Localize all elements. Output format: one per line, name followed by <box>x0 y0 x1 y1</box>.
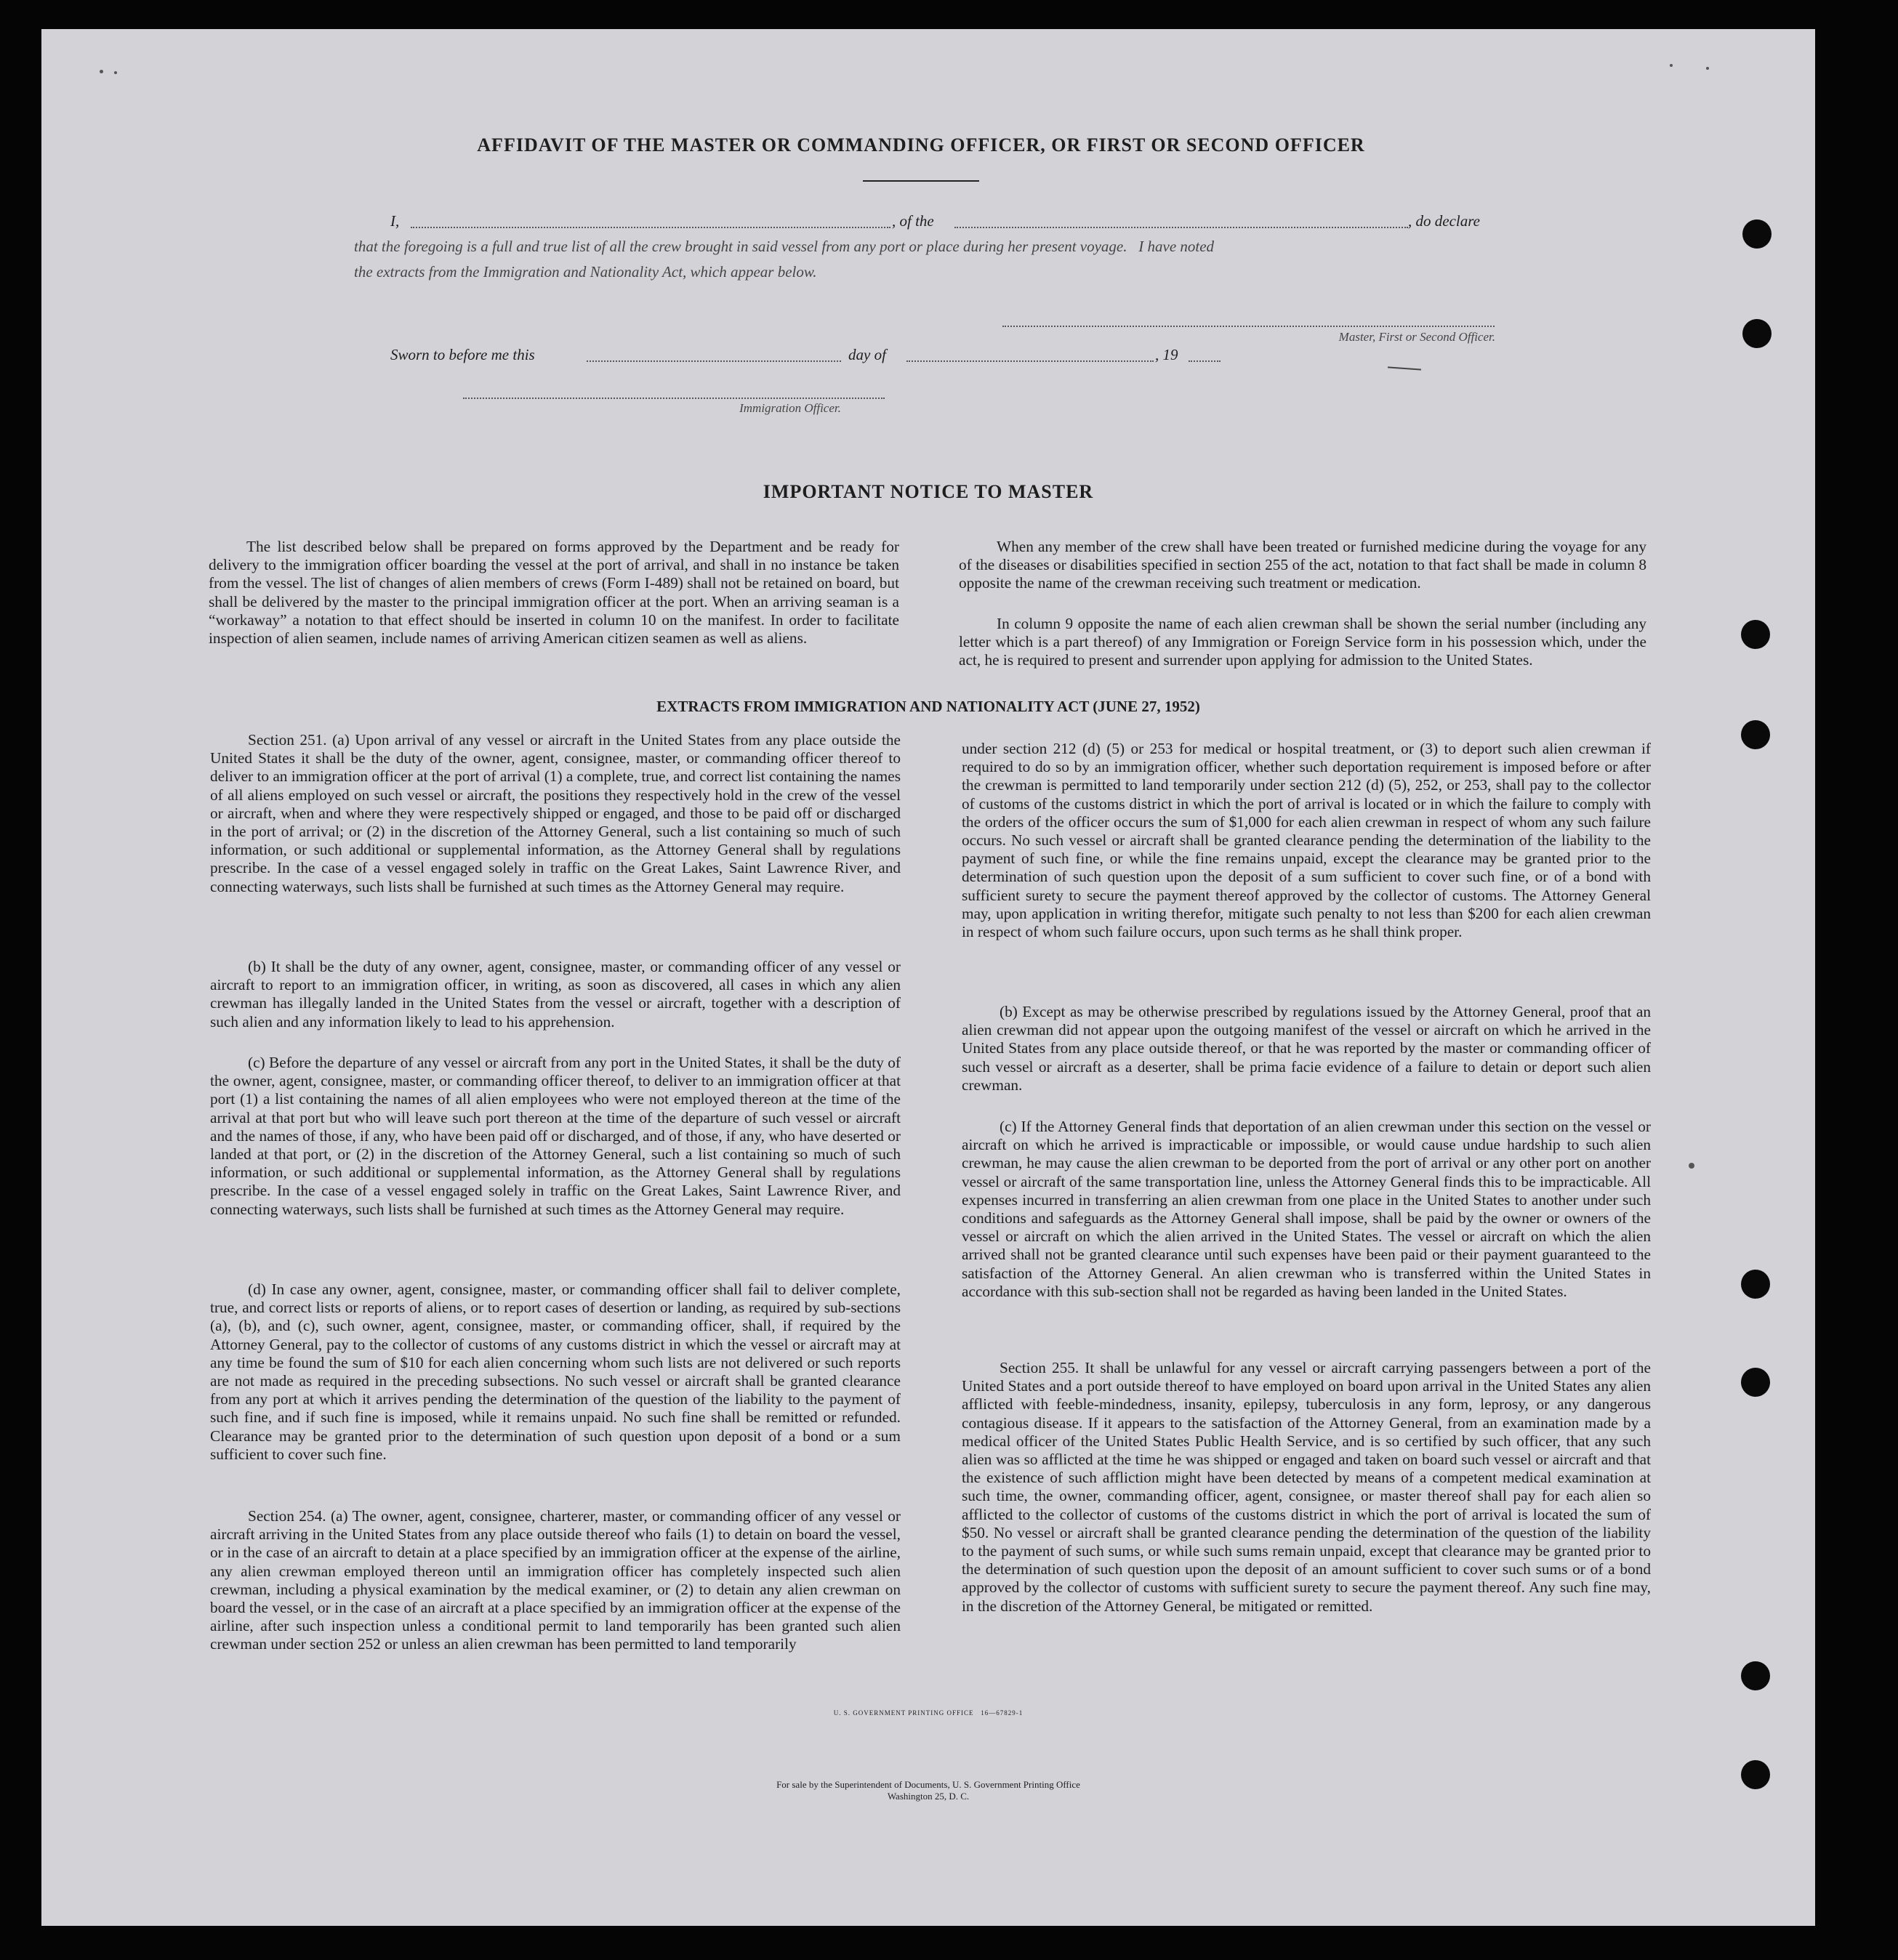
left-section-254a: Section 254. (a) The owner, agent, consignee, charterer, master, or commanding officer of any vessel or aircraft arriving in the United States from any place outside thereof who fails (1) to detain on board the vessel, or in the case of an aircraft to detain at a place specified by an immigration officer at the expense of the airline, any alien crewman employed thereon until an immigration officer has completely inspected such alien crewman, including a physical examination by the medical examiner, or (2) to detain any alien crewman on board the vessel, or in the case of an aircraft at a place specified by an immigration officer at the expense of the airline, after such inspection unless a conditional permit to land temporarily has been granted such alien crewman under section 252 or unless an alien crewman has been permitted to land temporarily <box>210 1507 901 1653</box>
punch-hole <box>1741 1270 1770 1299</box>
left-section-251c: (c) Before the departure of any vessel or aircraft from any port in the United States, it shall be the duty of the owner, agent, consignee, master, or commanding officer thereof, to deliver to an immigration officer at that port (1) a list containing the names of all alien employees who were not employed thereon at the time of the arrival at that port but who will leave such port thereon at the time of the departure of such vessel or aircraft and the names of those, if any, who have been paid off or discharged, and of those, if any, who have deserted or landed at that port, or (2) in the discretion of the Attorney General, such a list containing so much of such information, or such additional or supplemental information, as the Attorney General shall by regulations prescribe. In the case of a vessel engaged solely in traffic on the Great Lakes, Saint Lawrence River, and connecting waterways, such lists shall be furnished at such times as the Attorney General may require. <box>210 1054 901 1218</box>
affidavit-do-declare-label: , do declare <box>1408 212 1480 230</box>
punch-hole <box>1742 319 1772 348</box>
right-section-255: Section 255. It shall be unlawful for any vessel or aircraft carrying passengers between a port of the United States and a port outside thereof to have employed on board upon arrival in the United States any alien afflicted with feeble-mindedness, insanity, epilepsy, tuberculosis in any form, leprosy, or any dangerous contagious disease. If it appears to the satisfaction of the Attorney General, from an examination made by a medical officer of the United States Public Health Service, and is so certified by such officer, that any such alien was so afflicted at the time he was shipped or engaged and taken on board such vessel or aircraft and that the existence of such affliction might have been detected by means of a competent medical examination at such time, the owner, commanding officer, agent, consignee, or master thereof shall pay for each alien so afflicted to the collector of customs of the customs district in which the port of arrival is located the sum of $50. No vessel or aircraft shall be granted clearance pending the determination of the question of the liability to the payment of such sums, or while such sums remain unpaid, except that clearance may be granted prior to the determination of such question upon the deposit of an amount sufficient to cover such sums or of a bond approved by the collector of customs with sufficient surety to secure the payment thereof. Any such fine may, in the discretion of the Attorney General, be mitigated or remitted. <box>962 1359 1651 1615</box>
sworn-month-field[interactable] <box>906 360 1154 362</box>
scan-speck <box>100 70 103 73</box>
officer-signature-field[interactable] <box>1002 326 1495 327</box>
declarant-name-field[interactable] <box>411 227 890 228</box>
punch-hole <box>1742 219 1772 249</box>
sworn-year-field[interactable] <box>1189 360 1221 362</box>
sworn-label: Sworn to before me this <box>390 346 535 363</box>
scan-speck <box>1689 1163 1694 1169</box>
sworn-day-field[interactable] <box>587 360 841 362</box>
officer-caption: Master, First or Second Officer. <box>1338 330 1495 344</box>
notice-title: IMPORTANT NOTICE TO MASTER <box>763 481 1094 502</box>
affidavit-of-the-label: , of the <box>892 212 934 230</box>
vessel-name-field[interactable] <box>954 227 1408 228</box>
sale-notice-line-1: For sale by the Superintendent of Documents, U. S. Government Printing Office <box>776 1779 1080 1790</box>
notice-right-paragraph-2: In column 9 opposite the name of each alien crewman shall be shown the serial number (including any letter which is a part thereof) of any Immigration or Foreign Service form in his possession which, under the act, he is required to present and surrender upon applying for admission to the United States. <box>959 615 1646 669</box>
affidavit-title: AFFIDAVIT OF THE MASTER OR COMMANDING OFFICER, OR FIRST OR SECOND OFFICER <box>477 134 1365 156</box>
punch-hole <box>1741 1661 1770 1690</box>
scan-speck <box>1706 67 1709 70</box>
right-section-254a-continued: under section 212 (d) (5) or 253 for medical or hospital treatment, or (3) to deport such alien crewman if required to do so by an immigration officer, whether such deportation requirement is imposed before or after the crewman is permitted to land temporarily under section 212 (d) (5), 252, or 253, shall pay to the collector of customs of the customs district in which the port of arrival is located or in which the failure to comply with the orders of the officer occurs the sum of $1,000 for each alien crewman in respect of whom any such failure occurs. No such vessel or aircraft shall be granted clearance pending the determination of the liability to the payment of such fine, or while the fine remains unpaid, except the clearance may be granted prior to the determination of such question upon the deposit of a sum sufficient to cover such fine, or of a bond with sufficient surety to secure the payment thereof approved by the collector of customs. The Attorney General may, upon application in writing therefor, mitigate such penalty to not less than $200 for each alien crewman in respect of whom such failure occurs, upon such terms as he shall think proper. <box>962 740 1651 941</box>
punch-hole <box>1741 620 1770 649</box>
right-section-254c: (c) If the Attorney General finds that deportation of an alien crewman under this section on the vessel or aircraft on which he arrived is impracticable or impossible, or would cause undue hardship to such alien crewman, he may cause the alien crewman to be deported from the port of arrival or any other port on another vessel or aircraft of the same transportation line, unless the Attorney General finds this to be impracticable. All expenses incurred in transferring an alien crewman from one place in the United States to another under such conditions and safeguards as the Attorney General shall impose, shall be paid by the owner or owners of the vessel or aircraft on which the alien arrived in the United States. The vessel or aircraft on which the alien arrived shall not be granted clearance until such expenses have been paid or their payment guaranteed to the satisfaction of the Attorney General. An alien crewman who is transferred within the United States in accordance with this sub-section shall not be regarded as having been landed in the United States. <box>962 1118 1651 1300</box>
right-section-254b: (b) Except as may be otherwise prescribed by regulations issued by the Attorney General, proof that an alien crewman did not appear upon the outgoing manifest of the vessel or aircraft on which he arrived in the United States from any place outside thereof, or that he was reported by the master or commanding officer of such vessel or aircraft as a deserter, shall be prima facie evidence of a failure to detain or deport such alien crewman. <box>962 1003 1651 1094</box>
notice-left-paragraph: The list described below shall be prepared on forms approved by the Department and be ready for delivery to the immigration officer boarding the vessel at the port of arrival, and shall in no instance be taken from the vessel. The list of changes of alien members of crews (Form I-489) shall not be retained on board, but shall be delivered by the master to the principal immigration officer at the port. When an arriving seaman is a “workaway” a notation to that effect should be inserted in column 10 on the manifest. In order to facilitate inspection of alien seamen, include names of arriving American citizen seamen as well as aliens. <box>209 538 899 648</box>
immigration-officer-caption: Immigration Officer. <box>739 401 841 415</box>
sale-notice-line-2: Washington 25, D. C. <box>887 1791 970 1802</box>
pen-mark <box>1388 366 1421 370</box>
immigration-officer-signature-field[interactable] <box>463 398 885 399</box>
left-section-251b: (b) It shall be the duty of any owner, agent, consignee, master, or commanding officer of any vessel or aircraft to report to an immigration officer, in writing, as soon as discovered, all cases in which any alien crewman has illegally landed in the United States from the vessel or aircraft, together with a description of such alien and any information likely to lead to his apprehension. <box>210 958 901 1031</box>
day-of-label: day of <box>848 346 886 363</box>
title-rule <box>863 180 979 182</box>
printing-office-imprint: U. S. GOVERNMENT PRINTING OFFICE 16—67829-1 <box>833 1709 1024 1717</box>
punch-hole <box>1741 720 1770 749</box>
notice-right-paragraph-1: When any member of the crew shall have been treated or furnished medicine during the voyage for any of the diseases or disabilities specified in section 255 of the act, notation to that fact shall be made in column 8 opposite the name of the crewman receiving such treatment or medication. <box>959 538 1646 592</box>
form-sheet <box>41 29 1815 1926</box>
affidavit-i-label: I, <box>390 212 400 230</box>
left-section-251a: Section 251. (a) Upon arrival of any vessel or aircraft in the United States from any place outside the United States it shall be the duty of the owner, agent, consignee, master, or commanding officer thereof to deliver to an immigration officer at the port of arrival (1) a complete, true, and correct list containing the names of all aliens employed on such vessel or aircraft, the positions they respectively hold in the crew of the vessel or aircraft, when and where they were respectively shipped or engaged, and those to be paid off or discharged in the port of arrival; or (2) in the discretion of the Attorney General, such a list containing so much of such information, or such additional or supplemental information, as the Attorney General shall by regulations prescribe. In the case of a vessel engaged solely in traffic on the Great Lakes, Saint Lawrence River, and connecting waterways, such lists shall be furnished at such times as the Attorney General may require. <box>210 731 901 895</box>
year-label: , 19 <box>1155 346 1178 363</box>
scan-speck <box>114 71 117 74</box>
punch-hole <box>1741 1760 1770 1789</box>
punch-hole <box>1741 1368 1770 1397</box>
scan-speck <box>1670 64 1673 67</box>
affidavit-statement-line1: that the foregoing is a full and true list of all the crew brought in said vessel from any port or place during her present voyage. I have noted <box>354 238 1215 255</box>
affidavit-statement-line2: the extracts from the Immigration and Nationality Act, which appear below. <box>354 263 817 281</box>
left-section-251d: (d) In case any owner, agent, consignee, master, or commanding officer shall fail to deliver complete, true, and correct lists or reports of aliens, or to report cases of desertion or landing, as required by sub-sections (a), (b), and (c), such owner, agent, consignee, master, or commanding officer, shall, if required by the Attorney General, pay to the collector of customs of any customs district in which the vessel or aircraft may at any time be found the sum of $10 for each alien concerning whom such lists are not delivered or such reports are not made as required in the preceding subsections. No such vessel or aircraft shall be granted clearance from any port at which it arrives pending the determination of the question of the liability to the payment of such fine, and if such fine is imposed, while it remains unpaid. No such fine shall be remitted or refunded. Clearance may be granted prior to the determination of such question upon deposit of a bond or a sum sufficient to cover such fine. <box>210 1281 901 1463</box>
extracts-title: EXTRACTS FROM IMMIGRATION AND NATIONALITY ACT (JUNE 27, 1952) <box>656 698 1200 715</box>
